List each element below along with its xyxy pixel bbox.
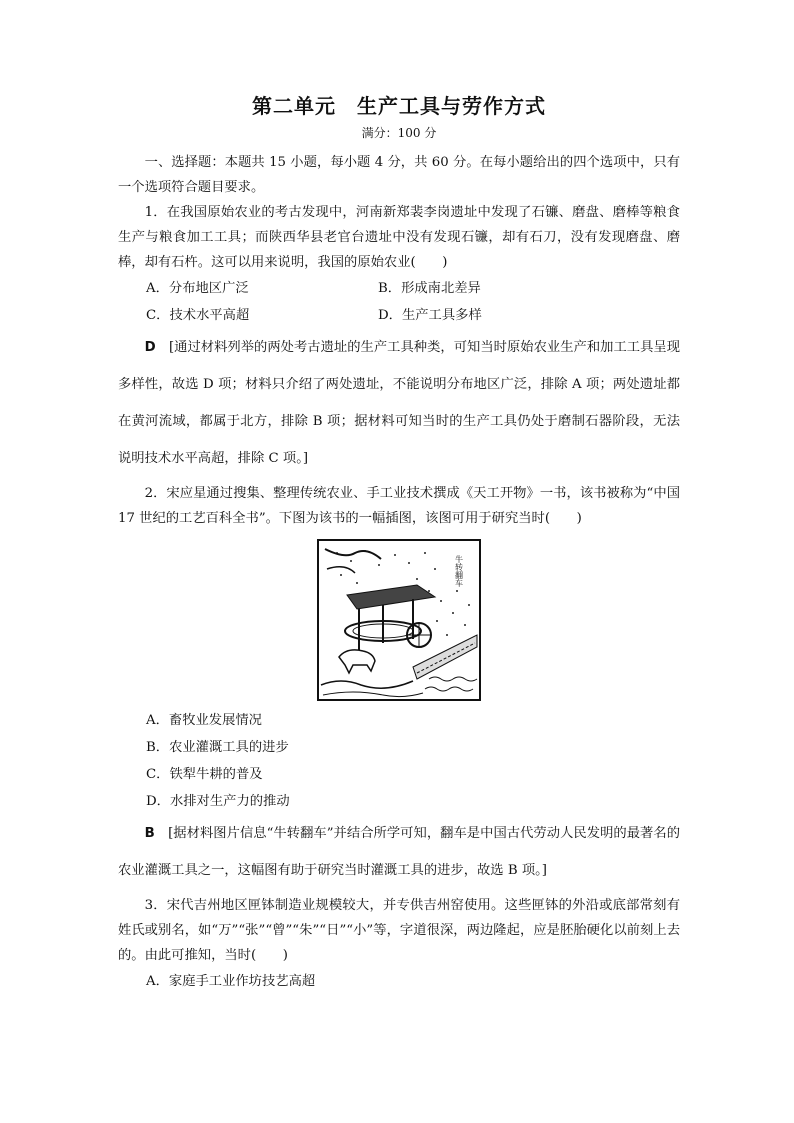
q1-explanation: [通过材料列举的两处考古遗址的生产工具种类，可知当时原始农业生产和加工工具呈现多样性，故选 D 项；材料只介绍了两处遗址，不能说明分布地区广泛，排除 A 项；两处遗址都在黄河流域，都属于北方，排除 B 项；据材料可知当时的生产工具仍处于磨制石器阶段，无法说明技术水平高超，排除 C 项。] [118,340,681,466]
q1-options-row-1 [118,275,680,302]
q1-options-row-2 [118,302,680,329]
q2-option-d: D．水排对生产力的推动 [146,794,290,809]
q2-explanation: [据材料图片信息“牛转翻车”并结合所学可知，翻车是中国古代劳动人民发明的最著名的农业灌溉工具之一，这幅图有助于研究当时灌溉工具的进步，故选 B 项。] [118,826,680,878]
q2-stem: 2．宋应星通过搜集、整理传统农业、手工业技术撰成《天工开物》一书，该书被称为“中国 17 世纪的工艺百科全书”。下图为该书的一幅插图，该图可用于研究当时( ) [118,486,680,526]
q1-answer [118,329,680,477]
q1-option-d: D．生产工具多样 [378,308,482,323]
section-instructions: 一、选择题：本题共 15 小题，每小题 4 分，共 60 分。在每小题给出的四个选项中，只有一个选项符合题目要求。 [118,155,680,195]
figure-caption: 牛转翻车 [454,555,464,587]
q2-option-a: A．畜牧业发展情况 [146,713,262,728]
document-page [118,92,680,995]
q2-option-c: C．铁犁牛耕的普及 [146,767,263,782]
q2-answer-letter: B [144,826,155,841]
score-line: 满分：100 分 [361,126,437,140]
q1-stem: 1．在我国原始农业的考古发现中，河南新郑裴李岗遗址中发现了石镰、磨盘、磨棒等粮食生产与粮食加工工具；而陕西华县老官台遗址中没有发现石镰，却有石刀，没有发现磨盘、磨棒，却有石杵。这可以用来说明，我国的原始农业( ) [118,205,680,270]
q2-figure [118,539,680,701]
q2-answer [118,815,680,889]
ox-driven-water-wheel-illustration [317,539,481,701]
q2-option-b: B．农业灌溉工具的进步 [146,740,289,755]
q1-option-a: A．分布地区广泛 [146,281,249,296]
q3-stem: 3．宋代吉州地区匣钵制造业规模较大，并专供吉州窑使用。这些匣钵的外沿或底部常刻有姓氏或别名，如“万”“张”“曾”“朱”“日”“小”等，字道很深，两边隆起，应是胚胎硬化以前刻上去的。由此可推知，当时( ) [118,898,680,963]
page-title: 第二单元 生产工具与劳作方式 [252,94,546,118]
q1-option-b: B．形成南北差异 [378,281,481,296]
q1-option-c: C．技术水平高超 [146,308,250,323]
q3-option-a: A．家庭手工业作坊技艺高超 [146,974,316,989]
q1-answer-letter: D [144,340,156,355]
